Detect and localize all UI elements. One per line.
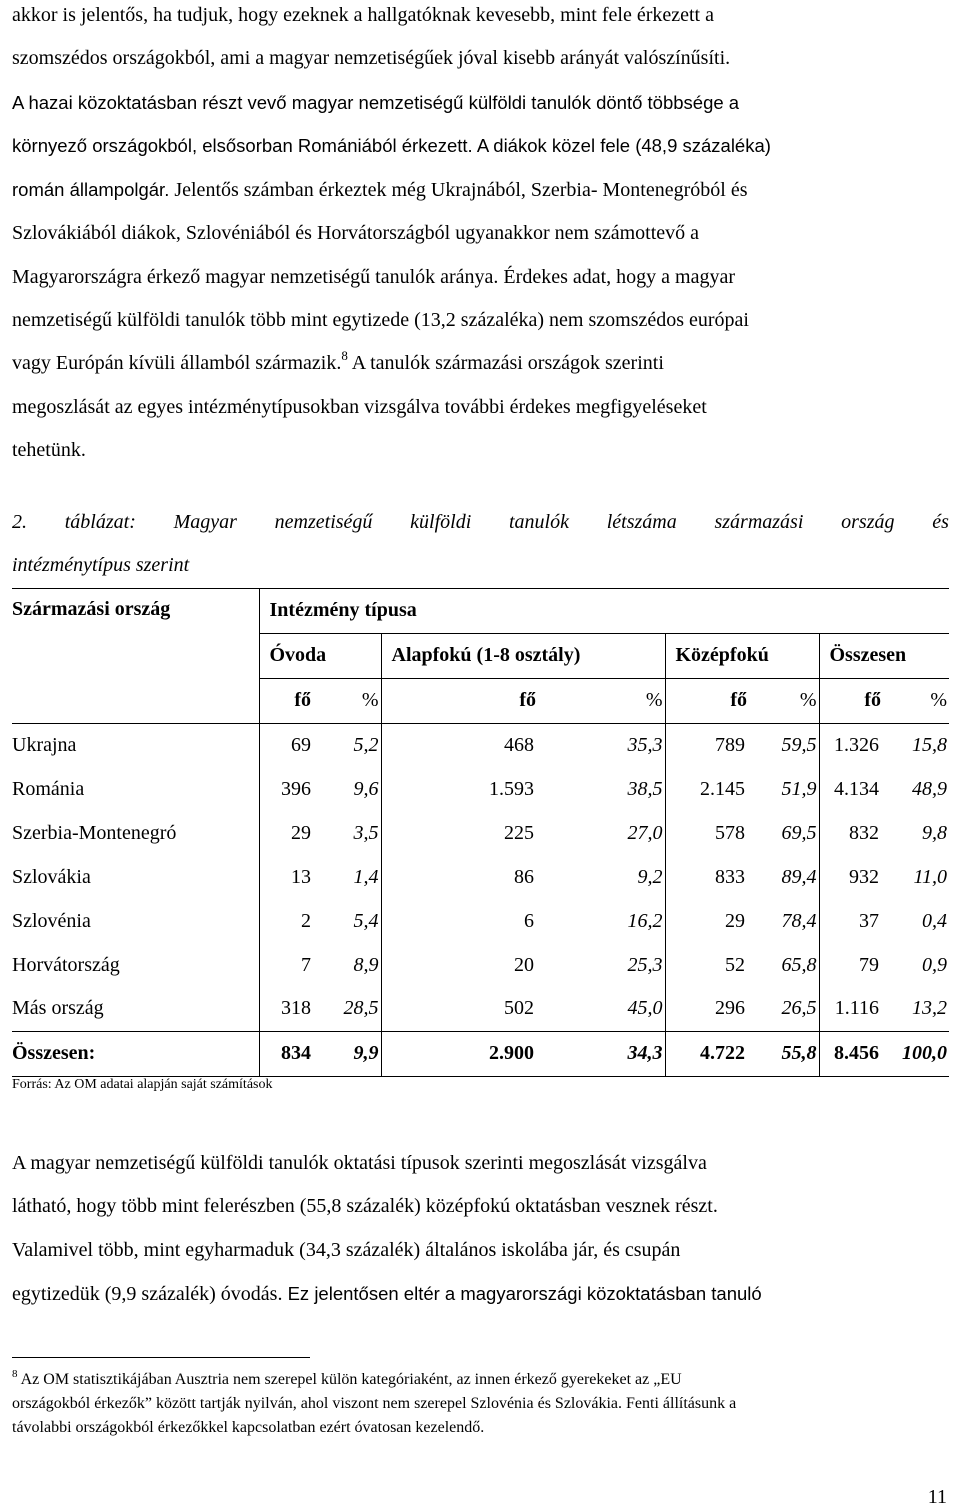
table-cell-count: 4.134	[819, 768, 883, 812]
table-cell-count: 6	[381, 899, 538, 943]
table-cell-percent: 5,2	[315, 723, 381, 767]
table-cell-count: 225	[381, 811, 538, 855]
table-header-origin: Származási ország	[12, 589, 259, 724]
table-cell-count: 832	[819, 811, 883, 855]
table-cell-count: 396	[259, 768, 315, 812]
text-line: akkor is jelentős, ha tudjuk, hogy ezeknek a hallgatóknak kevesebb, mint fele érkezett a	[12, 4, 714, 26]
table-cell-count: 86	[381, 855, 538, 899]
table-cell-count: 4.722	[665, 1031, 749, 1076]
table-cell-percent: 78,4	[781, 909, 817, 932]
caption-line	[12, 501, 949, 544]
table-cell-percent: 9,6	[353, 778, 379, 800]
table-cell-percent: 51,9	[781, 778, 817, 800]
table-cell-percent: 27,0	[627, 821, 663, 844]
text-span: Ez jelentősen eltér a magyarországi közoktatásban tanuló	[282, 1282, 762, 1304]
footnote-line: távolabbi országokból érkezőkkel kapcsolatban ezért óvatosan kezelendő.	[12, 1419, 485, 1436]
table-cell-country: Összesen:	[12, 1031, 259, 1076]
table-cell-country: Szlovákia	[12, 865, 91, 888]
text-line: szomszédos országokból, ami a magyar nemzetiségűek jóval kisebb arányát valószínűsíti.	[12, 47, 731, 70]
table-header-unit: %	[538, 678, 665, 723]
text-span: Az OM statisztikájában Ausztria nem szerepel külön kategóriaként, az innen érkező gyerekeket az „EU	[17, 1371, 682, 1388]
table-cell-count: 468	[381, 723, 538, 767]
caption-word: külföldi	[410, 511, 472, 533]
table-row	[12, 811, 949, 855]
page-number: 11	[927, 1486, 947, 1508]
table-row	[12, 943, 949, 987]
outro-paragraph	[12, 1142, 949, 1316]
table-cell-percent: 34,3	[538, 1031, 665, 1076]
table-cell-percent: 11,0	[913, 865, 947, 888]
caption-word: ország	[841, 511, 895, 533]
table-cell-percent: 38,5	[627, 778, 663, 800]
table-cell-percent: 69,5	[781, 821, 817, 844]
table-cell-count: 52	[665, 943, 749, 987]
table-header-group: Alapfokú (1-8 osztály)	[381, 633, 665, 678]
table-cell-percent: 59,5	[749, 723, 819, 767]
table-row	[12, 768, 949, 812]
text-span: A tanulók származási országok szerinti	[347, 352, 664, 375]
text-line: Valamivel több, mint egyharmaduk (34,3 százalék) általános iskolába jár, és csupán	[12, 1238, 681, 1261]
table-cell-count: 8.456	[819, 1031, 883, 1076]
table-cell-count: 1.326	[819, 723, 883, 767]
text-span: A diákok közel fele (48,9 százaléka)	[472, 134, 771, 156]
text-line: A hazai közoktatásban részt vevő magyar nemzetiségű külföldi tanulók döntő többsége a	[12, 91, 740, 113]
text-line	[12, 1272, 949, 1316]
table-cell-count: 789	[665, 723, 749, 767]
table-cell-percent: 16,2	[627, 909, 663, 932]
data-table	[12, 588, 949, 1077]
table-header-group: Óvoda	[259, 633, 381, 678]
table-cell-percent: 1,4	[353, 865, 379, 888]
footnote-line: országokból érkezők” között tartják nyilván, ahol viszont nem szerepel Szlovénia és Szlovákia. Fenti állításunk a	[12, 1395, 737, 1412]
table-header-unit: fő	[259, 678, 315, 723]
table-cell-percent: 9,9	[315, 1031, 381, 1076]
table-caption	[12, 501, 949, 588]
caption-word: táblázat:	[64, 511, 136, 533]
table-cell-count: 834	[259, 1031, 315, 1076]
table-cell-count: 578	[665, 811, 749, 855]
table-cell-percent: 89,4	[781, 865, 817, 888]
table-cell-count: 13	[259, 855, 315, 899]
footnote-divider	[12, 1357, 310, 1358]
table-header-unit: fő	[819, 678, 883, 723]
text-line: látható, hogy több mint felerészben (55,8 százalék) középfokú oktatásban vesznek részt.	[12, 1195, 718, 1218]
footnote-reference[interactable]: 8	[341, 348, 348, 364]
table-cell-count: 2.900	[381, 1031, 538, 1076]
table-header-group: Összesen	[819, 633, 949, 678]
table-cell-percent: 13,2	[912, 997, 947, 1020]
table-cell-country: Ukrajna	[12, 723, 259, 767]
text-line	[12, 168, 949, 212]
table-cell-count: 833	[665, 855, 749, 899]
table-row	[12, 987, 949, 1031]
table-cell-percent: 15,8	[883, 723, 949, 767]
text-line	[12, 124, 949, 168]
table-header-unit: %	[883, 678, 949, 723]
footnote	[12, 1368, 949, 1440]
table-cell-count: 1.116	[819, 987, 883, 1031]
table-cell-count: 69	[259, 723, 315, 767]
text-line: nemzetiségű külföldi tanulók több mint egytizede (13,2 százaléka) nem szomszédos európai	[12, 309, 749, 332]
table-header-unit: %	[315, 678, 381, 723]
table-cell-percent: 25,3	[627, 953, 663, 976]
table-cell-percent: 100,0	[883, 1031, 949, 1076]
table-cell-percent: 9,8	[922, 821, 947, 844]
table-cell-percent: 65,8	[781, 953, 817, 976]
table-header-unit: %	[749, 678, 819, 723]
text-line: A magyar nemzetiségű külföldi tanulók oktatási típusok szerinti megoszlását vizsgálva	[12, 1152, 707, 1174]
text-line: megoszlását az egyes intézménytípusokban vizsgálva további érdekes megfigyeléseket	[12, 395, 707, 418]
table-cell-percent: 5,4	[353, 909, 379, 932]
table-cell-country: Románia	[12, 778, 85, 800]
table-cell-percent: 26,5	[781, 997, 817, 1020]
table-header-unit: fő	[381, 678, 538, 723]
table-cell-count: 79	[819, 943, 883, 987]
table-cell-count: 318	[259, 987, 315, 1031]
text-line: Szlovákiából diákok, Szlovéniából és Horvátországból ugyanakkor nem számottevő a	[12, 222, 700, 245]
text-span: vagy Európán kívüli államból származik.	[12, 352, 342, 375]
table-cell-count: 37	[819, 899, 883, 943]
table-row	[12, 855, 949, 899]
table-cell-percent: 3,5	[353, 821, 379, 844]
table-cell-percent: 8,9	[353, 953, 379, 976]
caption-word: nemzetiségű	[274, 511, 373, 533]
table-cell-percent: 28,5	[343, 997, 379, 1020]
table-cell-count: 502	[381, 987, 538, 1031]
caption-word: 2.	[12, 511, 27, 533]
caption-word: Magyar	[173, 511, 237, 533]
intro-paragraph	[12, 0, 949, 472]
table-cell-count: 29	[665, 899, 749, 943]
text-span: egytizedük (9,9 százalék) óvodás.	[12, 1282, 283, 1305]
table-cell-country: Horvátország	[12, 953, 120, 976]
table-cell-country: Más ország	[12, 997, 104, 1020]
table-cell-count: 2.145	[665, 768, 749, 812]
table-total-row	[12, 1031, 949, 1076]
caption-line: intézménytípus szerint	[12, 554, 190, 577]
table-cell-percent: 55,8	[749, 1031, 819, 1076]
text-line: Magyarországra érkező magyar nemzetiségű tanulók aránya. Érdekes adat, hogy a magyar	[12, 265, 736, 288]
table-header-type: Intézmény típusa	[259, 589, 949, 634]
table-cell-percent: 9,2	[637, 865, 663, 888]
table-cell-country: Szerbia-Montenegró	[12, 821, 177, 844]
table-header-row	[12, 589, 949, 634]
text-span: román állampolgár.	[12, 179, 170, 201]
table-row	[12, 723, 949, 767]
text-span: Jelentős számban érkeztek még Ukrajnából, Szerbia- Montenegróból és	[169, 179, 748, 202]
table-row	[12, 899, 949, 943]
table-source-note: Forrás: Az OM adatai alapján saját számítások	[12, 1077, 273, 1092]
table-header-unit: fő	[665, 678, 749, 723]
caption-word: tanulók	[509, 511, 569, 533]
table-cell-count: 2	[259, 899, 315, 943]
table-cell-count: 20	[381, 943, 538, 987]
caption-word: származási	[714, 511, 804, 533]
table-cell-percent: 48,9	[912, 778, 947, 800]
table-cell-percent: 0,9	[922, 953, 947, 976]
footnote-line	[12, 1368, 949, 1392]
table-cell-country: Szlovénia	[12, 909, 91, 932]
text-line	[12, 342, 949, 385]
table-cell-count: 1.593	[381, 768, 538, 812]
table-header-group: Középfokú	[665, 633, 819, 678]
text-line: tehetünk.	[12, 438, 86, 461]
table-cell-percent: 45,0	[627, 997, 663, 1020]
caption-word: létszáma	[606, 511, 677, 533]
text-span: környező országokból, elsősorban Romániából érkezett.	[12, 134, 473, 156]
footnote-mark: 8	[12, 1368, 18, 1380]
caption-word: és	[932, 511, 949, 533]
table-cell-count: 932	[819, 855, 883, 899]
table-cell-percent: 35,3	[538, 723, 665, 767]
table-cell-percent: 0,4	[922, 909, 947, 932]
table-cell-count: 7	[259, 943, 315, 987]
table-cell-count: 296	[665, 987, 749, 1031]
table-cell-count: 29	[259, 811, 315, 855]
